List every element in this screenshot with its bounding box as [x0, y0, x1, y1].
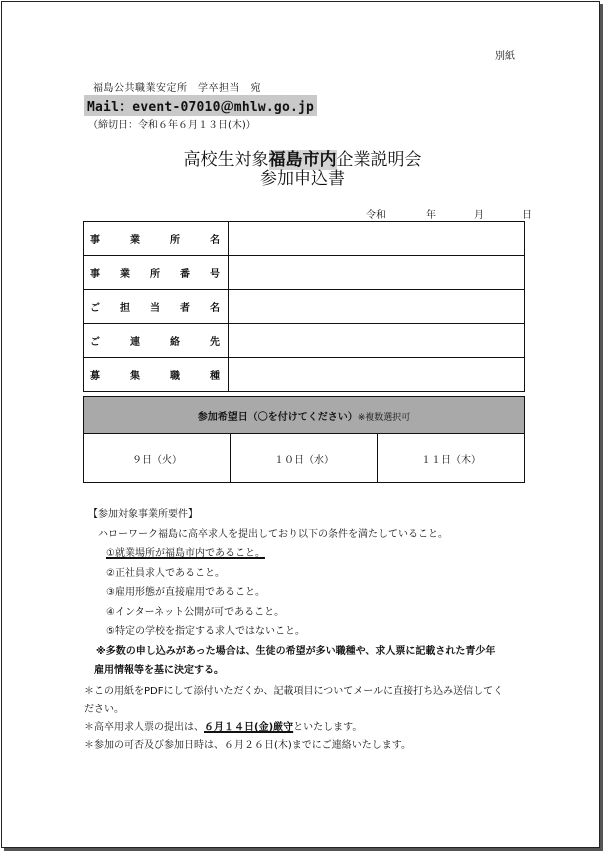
- label-business-number: 事業所番号: [84, 256, 229, 290]
- form-row: [84, 222, 525, 256]
- label-business-name: 事業所名: [84, 222, 229, 256]
- label-job-type: 募集職種: [84, 358, 229, 392]
- title-suffix: 企業説明会: [336, 150, 422, 170]
- requirement-item-4: ④インターネット公開が可であること。: [106, 606, 285, 618]
- form-row: [84, 290, 525, 324]
- application-form: [83, 221, 525, 392]
- requirements-intro: ハローワーク福島に高卒求人を提出しており以下の条件を満たしていること。: [98, 528, 448, 540]
- input-business-name[interactable]: [229, 222, 525, 256]
- selection-note-1: ※多数の申し込みがあった場合は、生徒の希望が多い職種や、求人票に記載された青少年: [96, 645, 496, 657]
- label-contact-info: ご連絡先: [84, 324, 229, 358]
- note-deadline-post: といたします。: [293, 722, 363, 733]
- selection-note-2: 雇用情報等を基に決定する。: [94, 665, 224, 676]
- input-job-type[interactable]: [229, 358, 525, 392]
- date-year: 年: [426, 210, 436, 221]
- requirement-item-5: ⑤特定の学校を指定する求人ではないこと。: [106, 626, 305, 637]
- day-option-11[interactable]: １１日（木）: [378, 434, 525, 483]
- date-day: 日: [522, 210, 532, 221]
- requirement-item-1: [88, 544, 495, 564]
- date-era: 令和: [366, 210, 386, 221]
- note-deadline-pre: ＊高卒用求人票の提出は、: [84, 722, 204, 733]
- form-row: [84, 256, 525, 290]
- label-contact-person: ご担当者名: [84, 290, 229, 324]
- input-contact-person[interactable]: [229, 290, 525, 324]
- page-subtitle: 参加申込書: [260, 169, 345, 189]
- participation-header: [84, 397, 525, 434]
- requirement-item-3: ③雇用形態が直接雇用であること。: [106, 587, 265, 598]
- requirement-item-1-text: ①就業場所が福島市内であること。: [106, 548, 265, 559]
- note-deadline-date: ６月１４日(金)厳守: [204, 722, 294, 733]
- day-option-9[interactable]: ９日（火）: [84, 434, 231, 483]
- title-prefix: 高校生対象: [183, 150, 269, 170]
- input-business-number[interactable]: [229, 256, 525, 290]
- footer-notes: [84, 683, 503, 755]
- participation-note: ※複数選択可: [357, 412, 411, 423]
- form-row: [84, 324, 525, 358]
- participation-header-text: 参加希望日（〇を付けてください）: [197, 411, 358, 423]
- note-deadline: [84, 719, 503, 737]
- form-row: [84, 358, 525, 392]
- participation-table: [83, 396, 525, 483]
- requirements-heading: 【参加対象事業所要件】: [88, 509, 198, 520]
- requirements-section: [88, 505, 495, 681]
- note-submission: ＊この用紙をPDFにして添付いただくか、記載項目についてメールに直接打ち込み送信してく: [84, 686, 504, 697]
- note-notification: ＊参加の可否及び参加日時は、６月２６日(木)までにご連絡いたします。: [84, 740, 412, 751]
- title-highlight: 福島市内: [268, 150, 337, 170]
- attachment-label: 別紙: [495, 51, 515, 62]
- deadline: （締切日：令和６年６月１３日(木)）: [88, 120, 256, 131]
- mail-address[interactable]: Mail：event-07010＠mhlw.go.jp: [84, 95, 317, 116]
- note-submission-cont: ださい。: [84, 704, 124, 715]
- input-contact-info[interactable]: [229, 324, 525, 358]
- addressee: 福島公共職業安定所 学卒担当 宛: [93, 83, 261, 94]
- date-field: [366, 206, 532, 221]
- date-month: 月: [474, 210, 484, 221]
- day-option-10[interactable]: １０日（水）: [231, 434, 378, 483]
- requirement-item-2: ②正社員求人であること。: [106, 567, 225, 579]
